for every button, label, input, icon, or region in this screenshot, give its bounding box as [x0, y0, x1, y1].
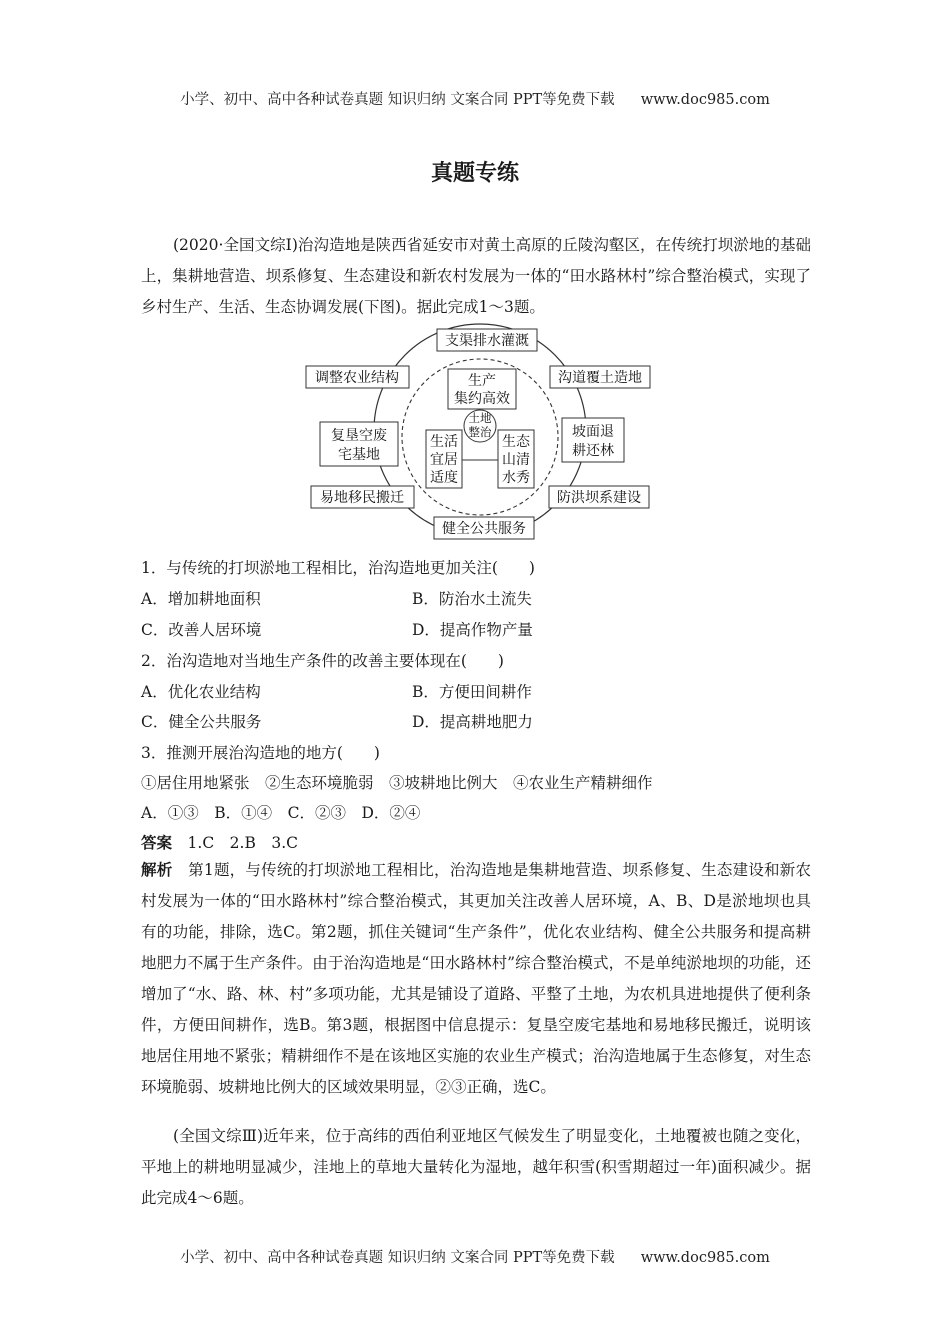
- q3-stem: 3．推测开展治沟造地的地方( ): [141, 744, 380, 762]
- answer-text: 1.C 2.B 3.C: [187, 834, 299, 852]
- q1-option-a: A．增加耕地面积: [141, 590, 261, 608]
- label-center-2: 整治: [468, 425, 492, 439]
- label-inner-right-3: 水秀: [502, 470, 530, 486]
- label-outer-right-mid-2: 耕还林: [572, 443, 614, 459]
- q2-stem: 2．治沟造地对当地生产条件的改善主要体现在( ): [141, 652, 504, 670]
- analysis-text: 第1题，与传统的打坝淤地工程相比，治沟造地是集耕地营造、坝系修复、生态建设和新农村发展为一体的“田水路林村”综合整治模式，其更加关注改善人居环境，A、B、D是淤地坝也具有的功能，排除，选C。第2题，抓住关键词“生产条件”，优化农业结构、健全公共服务和提高耕地肥力不属于生产条件。由于治沟造地是“田水路林村”综合整治模式，不是单纯淤地坝的功能，还增加了“水、路、林、村”多项功能，尤其是铺设了道路、平整了土地，为农机具进地提供了便利条件，方便田间耕作，选B。第3题，根据图中信息提示：复垦空废宅基地和易地移民搬迁，说明该地居住用地不紧张；精耕细作不是在该地区实施的农业生产模式；治沟造地属于生态修复，对生态环境脆弱、坡耕地比例大的区域效果明显，②③正确，选C。: [141, 861, 811, 1096]
- footer-site-link[interactable]: www.doc985.com: [640, 1250, 770, 1266]
- label-outer-right-bottom: 防洪坝系建设: [557, 490, 641, 506]
- page-footer: [0, 1246, 950, 1267]
- q1-option-c: C．改善人居环境: [141, 621, 262, 639]
- label-inner-right-2: 山清: [502, 452, 530, 468]
- label-outer-top: 支渠排水灌溉: [445, 333, 529, 349]
- q2-option-b: B．方便田间耕作: [412, 683, 532, 701]
- label-outer-left-mid-2: 宅基地: [338, 447, 380, 463]
- footer-text: 小学、初中、高中各种试卷真题 知识归纳 文案合同 PPT等免费下载: [180, 1250, 615, 1266]
- page-title: 真题专练: [430, 161, 519, 186]
- label-inner-left-3: 适度: [430, 470, 458, 486]
- q1-option-b: B．防治水土流失: [412, 590, 532, 608]
- header-text: 小学、初中、高中各种试卷真题 知识归纳 文案合同 PPT等免费下载: [180, 92, 615, 108]
- label-outer-right-mid-1: 坡面退: [572, 424, 614, 440]
- label-inner-left-2: 宜居: [430, 452, 458, 468]
- label-outer-bottom: 健全公共服务: [442, 521, 526, 537]
- q3-items: ①居住用地紧张 ②生态环境脆弱 ③坡耕地比例大 ④农业生产精耕细作: [141, 774, 653, 792]
- label-center-1: 土地: [468, 411, 492, 425]
- q1-option-d: D．提高作物产量: [412, 621, 533, 639]
- answer-label: 答案: [141, 834, 173, 852]
- label-inner-top-1: 生产: [468, 373, 496, 389]
- intro-paragraph-2: (全国文综Ⅲ)近年来，位于高纬的西伯利亚地区气候发生了明显变化，土地覆被也随之变化，平地上的耕地明显减少，洼地上的草地大量转化为湿地，越年积雪(积雪期超过一年)面积减少。据此完成4～6题。: [141, 1127, 811, 1207]
- land-consolidation-diagram: [300, 322, 660, 542]
- intro-paragraph-1: (2020·全国文综Ⅰ)治沟造地是陕西省延安市对黄土高原的丘陵沟壑区，在传统打坝淤地的基础上，集耕地营造、坝系修复、生态建设和新农村发展为一体的“田水路林村”综合整治模式，实现了乡村生产、生活、生态协调发展(下图)。据此完成1～3题。: [141, 236, 811, 316]
- label-outer-left-bottom: 易地移民搬迁: [320, 490, 404, 506]
- label-inner-top-2: 集约高效: [454, 391, 510, 407]
- label-outer-left-mid-1: 复垦空废: [331, 428, 387, 444]
- label-inner-right-1: 生态: [502, 434, 530, 450]
- label-outer-right-top: 沟道覆土造地: [558, 370, 642, 386]
- header-site-link[interactable]: www.doc985.com: [640, 92, 770, 108]
- q1-stem: 1．与传统的打坝淤地工程相比，治沟造地更加关注( ): [141, 559, 535, 577]
- label-inner-left-1: 生活: [430, 434, 458, 450]
- q3-options: A．①③ B．①④ C．②③ D．②④: [141, 804, 421, 822]
- q2-option-a: A．优化农业结构: [141, 683, 261, 701]
- q2-option-c: C．健全公共服务: [141, 713, 262, 731]
- analysis-label: 解析: [141, 861, 173, 879]
- page-header: [0, 88, 950, 109]
- label-outer-left-top: 调整农业结构: [315, 370, 399, 386]
- answer-line: [141, 831, 298, 853]
- analysis-paragraph: [141, 855, 811, 1103]
- q2-option-d: D．提高耕地肥力: [412, 713, 533, 731]
